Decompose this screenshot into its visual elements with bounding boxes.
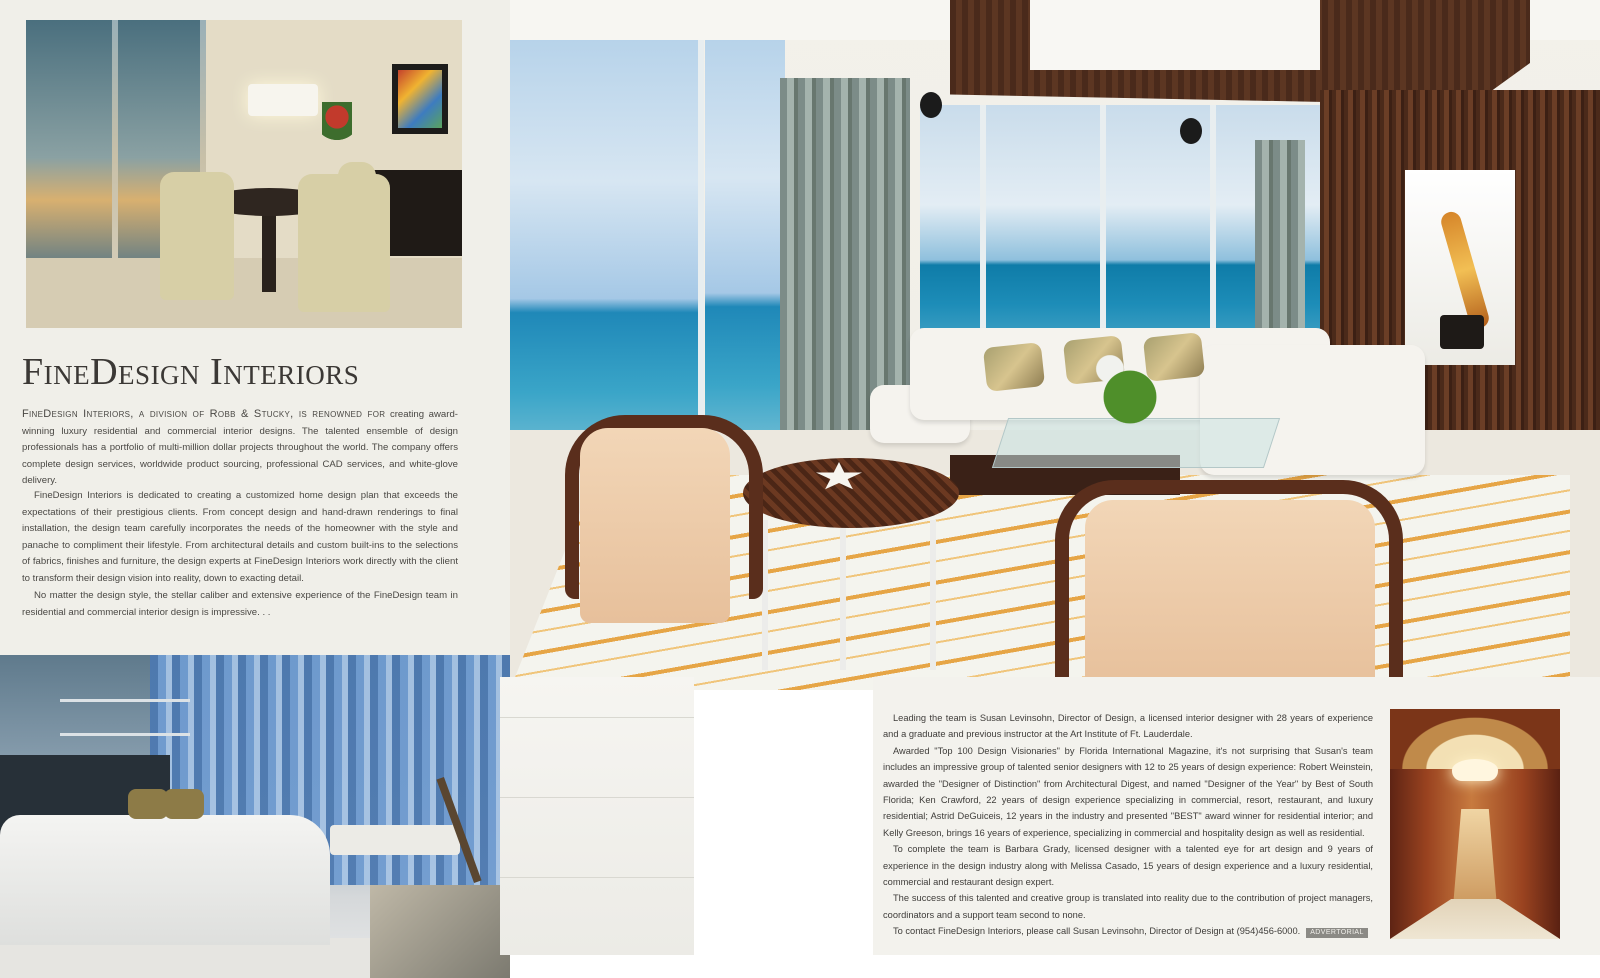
ceiling-speaker <box>920 92 942 118</box>
team-paragraph: Leading the team is Susan Levinsohn, Director of Design, a licensed interior designer with 28 years of experience and a graduate and previous instructor at the Art Institute of Ft. Lauderdale. <box>883 713 1373 740</box>
bedroom-pillow <box>128 789 168 819</box>
intro-body: creating award-winning luxury residential and commercial interior designs. The talented ensemble of design professionals has a portfolio of multi-million dollar projects throughout the world. The company offers complete design services, worldwide product sourcing, professional CAD services, and white-glove delivery. <box>22 409 458 486</box>
paper-texture-line <box>500 877 694 878</box>
dining-window-left <box>26 20 112 270</box>
window-mullion <box>1210 105 1216 355</box>
window-mullion <box>1100 105 1106 355</box>
contact-paragraph <box>883 923 1373 939</box>
paper-texture-line <box>500 717 694 718</box>
bedroom-bed <box>0 815 330 945</box>
bedroom-glass-shelf <box>60 699 190 702</box>
side-table-leg <box>930 520 936 670</box>
ceiling-speaker <box>1180 118 1202 144</box>
closing-paragraph: No matter the design style, the stellar caliber and extensive experience of the FineDesign team in residential and commercial interior design is impressive. . . <box>22 590 458 618</box>
dining-pendant-lamp <box>248 84 318 116</box>
bedroom-pillow <box>164 789 204 819</box>
bedroom-granite-counter <box>370 885 510 978</box>
team-paragraph: The success of this talented and creative group is translated into reality due to the contribution of project managers, coordinators and a support team second to none. <box>883 893 1373 920</box>
intro-lead: FineDesign Interiors, a division of Robb & Stucky, is renowned for <box>22 408 386 420</box>
living-room-photo <box>510 0 1600 690</box>
dining-chair <box>338 162 376 208</box>
right-page <box>873 677 1600 955</box>
team-paragraph: Awarded "Top 100 Design Visionaries" by Florida International Magazine, it's not surprising that Susan's team includes an impressive group of talented senior designers with 12 to 25 years of design experience: Robert Weinstein, awarded the "Designer of Distinction" from Architectural Digest, and named "Designer of the Year" by Best of South Florida; Ken Crawford, 22 years of design experience specializing in commercial, resort, restaurant, and luxury residential; Astrid DeGuiceis, 12 years in the industry and presented "BEST" award winner for residential interior; and Kelly Greeson, brings 16 years of experience, specializing in commercial and hospitality design as well as residential. <box>883 745 1373 838</box>
living-ceiling-panel <box>1030 0 1320 70</box>
bedroom-glass-shelf <box>60 733 190 736</box>
sofa-pillow <box>983 342 1045 392</box>
hallway-floor <box>1390 899 1560 939</box>
window-mullion <box>980 105 986 355</box>
hallway-pendant-lamp <box>1452 759 1498 781</box>
intro-paragraph <box>22 406 458 490</box>
paper-texture-line <box>500 797 694 798</box>
design-plan-paragraph: FineDesign Interiors is dedicated to creating a customized home design plan that exceeds the expectations of their prestigious clients. From concept design and hand-drawn renderings to final installation, the design team carefully incorporates the needs of the homeowner with the style and panache to compliment their lifestyle. From architectural details and custom built-ins to the selections of fabrics, finishes and furniture, the design experts at FineDesign Interiors work directly with the client to transform their design vision into reality, down to exacting detail. <box>22 490 458 584</box>
round-side-table <box>743 458 959 528</box>
advertorial-tag: ADVERTORIAL <box>1306 928 1368 938</box>
dining-wall-art <box>392 64 448 134</box>
bedroom-chaise <box>330 825 460 855</box>
glass-coffee-table <box>992 418 1280 468</box>
dining-chair <box>160 172 234 300</box>
dining-table-pedestal <box>262 212 276 292</box>
team-copy <box>883 710 1373 940</box>
orchid-centerpiece <box>1080 355 1180 425</box>
team-paragraph: To complete the team is Barbara Grady, licensed designer with a talented eye for art design and 9 years of experience in the design industry along with Melissa Casado, 15 years of design experience and a luxury residential, commercial and restaurant design expert. <box>883 844 1373 888</box>
dining-floor <box>26 258 462 328</box>
dining-room-photo <box>26 20 462 328</box>
armchair-right <box>1085 500 1375 690</box>
page-title: FineDesign Interiors <box>22 351 360 393</box>
hallway-photo <box>1390 709 1560 939</box>
blank-page-area <box>500 677 694 955</box>
living-sculpture-base <box>1440 315 1484 349</box>
armchair-left <box>580 428 730 623</box>
left-page <box>0 0 510 655</box>
contact-line: To contact FineDesign Interiors, please call Susan Levinsohn, Director of Design at (954)456-6000. <box>893 926 1301 937</box>
side-table-leg <box>840 520 846 670</box>
dining-flowers <box>322 102 352 152</box>
bedroom-photo <box>0 655 510 978</box>
